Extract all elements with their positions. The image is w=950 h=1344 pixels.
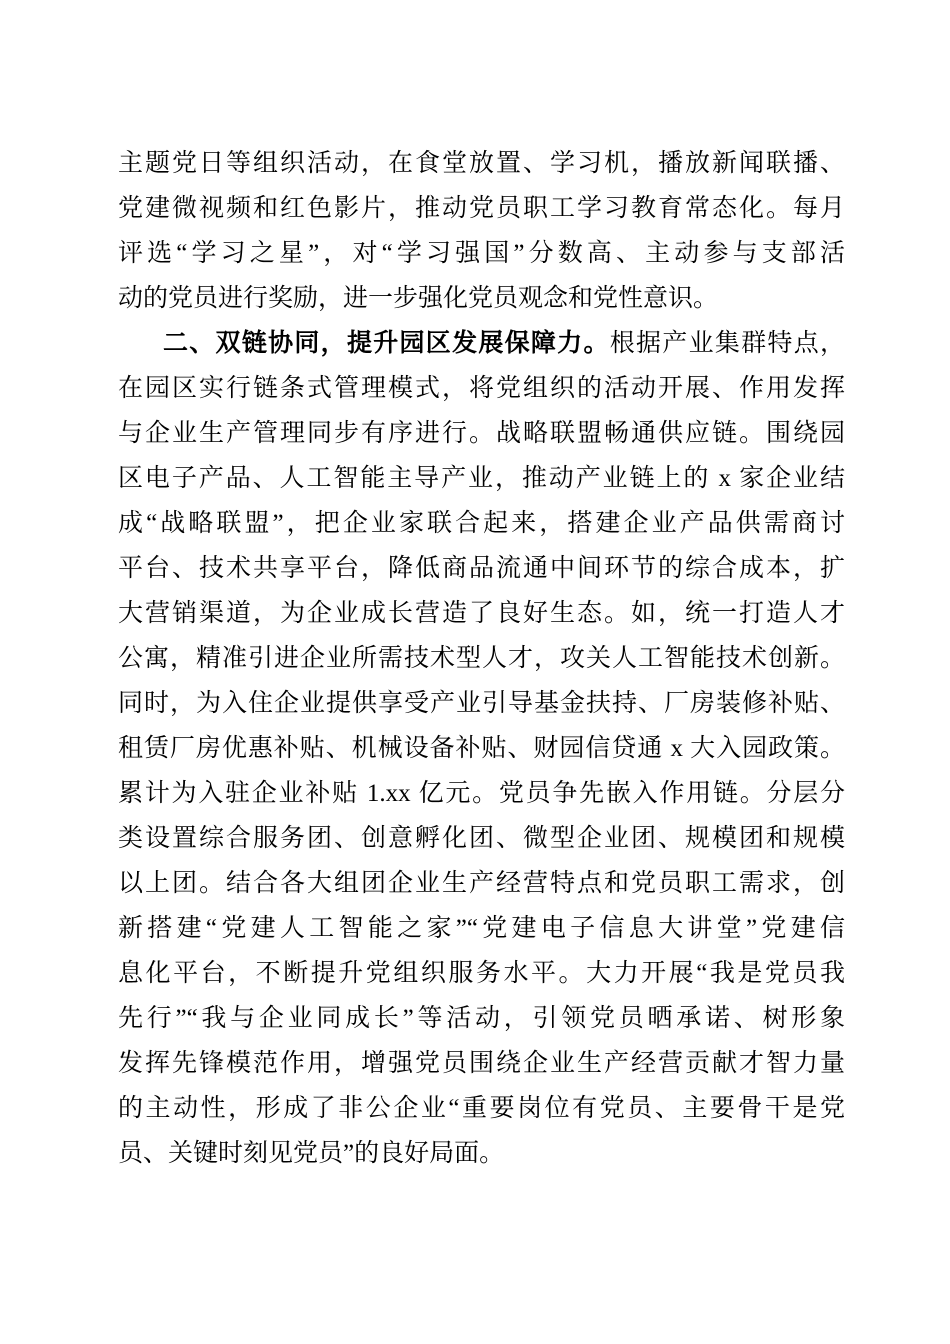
text-line: 平台、技术共享平台，降低商品流通中间环节的综合成本，扩 — [118, 555, 845, 582]
text-line: 评选“学习之星”，对“学习强国”分数高、主动参与支部活 — [118, 240, 845, 267]
text-line: 累计为入驻企业补贴 1.xx 亿元。党员争先嵌入作用链。分层分 — [118, 780, 845, 807]
text-line: 主题党日等组织活动，在食堂放置、学习机，播放新闻联播、 — [118, 150, 845, 177]
text-line: 二、双链协同，提升园区发展保障力。根据产业集群特点， — [163, 329, 845, 357]
text-line: 动的党员进行奖励，进一步强化党员观念和党性意识。 — [118, 285, 719, 312]
text-line: 大营销渠道，为企业成长营造了良好生态。如，统一打造人才 — [118, 600, 845, 627]
text-block — [118, 141, 845, 1176]
text-line: 发挥先锋模范作用，增强党员围绕企业生产经营贡献才智力量 — [118, 1050, 845, 1077]
text-line: 公寓，精准引进企业所需技术型人才，攻关人工智能技术创新。 — [118, 645, 845, 672]
text-line: 成“战略联盟”，把企业家联合起来，搭建企业产品供需商讨 — [118, 510, 845, 537]
text-line: 区电子产品、人工智能主导产业，推动产业链上的 x 家企业结 — [118, 465, 845, 492]
text-line: 新搭建“党建人工智能之家”“党建电子信息大讲堂”党建信 — [118, 915, 845, 942]
text-line: 党建微视频和红色影片，推动党员职工学习教育常态化。每月 — [118, 195, 845, 222]
text-line: 租赁厂房优惠补贴、机械设备补贴、财园信贷通 x 大入园政策。 — [118, 735, 845, 762]
text-line: 以上团。结合各大组团企业生产经营特点和党员职工需求，创 — [118, 870, 845, 897]
text-line: 员、关键时刻见党员”的良好局面。 — [118, 1140, 505, 1167]
text-line: 的主动性，形成了非公企业“重要岗位有党员、主要骨干是党 — [118, 1095, 845, 1122]
section-heading: 二、双链协同，提升园区发展保障力。 — [163, 329, 610, 357]
text-line: 类设置综合服务团、创意孵化团、微型企业团、规模团和规模 — [118, 825, 845, 852]
text-line: 先行”“我与企业同成长”等活动，引领党员晒承诺、树形象 — [118, 1005, 845, 1032]
text-line: 同时，为入住企业提供享受产业引导基金扶持、厂房装修补贴、 — [118, 690, 845, 717]
text-line: 息化平台，不断提升党组织服务水平。大力开展“我是党员我 — [118, 960, 845, 987]
text-line: 在园区实行链条式管理模式，将党组织的活动开展、作用发挥 — [118, 375, 845, 402]
text-line: 与企业生产管理同步有序进行。战略联盟畅通供应链。围绕园 — [118, 420, 845, 447]
